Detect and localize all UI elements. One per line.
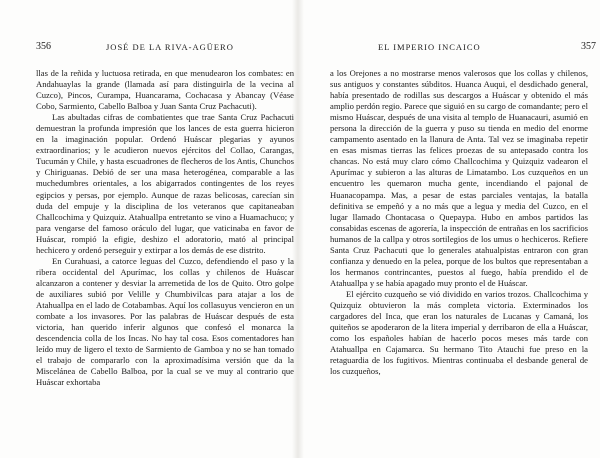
paragraph: El ejército cuzqueño se vió dividido en varios trozos. Challcochima y Quizquiz obtuvieron la más completa victoria. Exterminados los cargadores del Inca, que eran los naturales de Lucanas y Camaná, los quiteños se apoderaron de la litera imperial y derribaron de ella a Huáscar, como los españoles habían de hacerlo pocos meses más tarde con Atahuallpa en Cajamarca. Su hermano Tito Atauchi fue preso en la retaguardia de los fugitivos. Mientras continuaba el desbande general de los cuzqueños, — [330, 288, 588, 377]
paragraph: En Curahuasi, a catorce leguas del Cuzco, defendiendo el paso y la ribera occidental del Apurímac, los collas y chilenos de Huáscar alcanzaron a contener y desviar la arremetida de los de Quito. Otro golpe de auxiliares subió por Velille y Chumbivilcas para atajar a los de Atahuallpa en el lado de Cotabambas. Aquí los collasuyus vencieron en un combate a los invasores. Por las palabras de Huáscar después de esta victoria, han querido inferir algunos que confesó el monarca la descendencia colla de los Incas. No hay tal cosa. Esos comentadores han leído muy de ligero el texto de Sarmiento de Gamboa y no se han tomado el trabajo de compararlo con la aproximadísima versión que da la Miscelánea de Cabello Balboa, por la cual se ve muy al contrario que Huáscar exhortaba — [36, 255, 294, 388]
left-page — [36, 42, 294, 388]
paragraph: a los Orejones a no mostrarse menos valerosos que los collas y chilenos, sus antiguos y constantes súbditos. Huanca Auqui, el desdichado general, había presentado de rodillas sus descargos a Huáscar y obtenido el más amplio perdón regio. Parece que siguió en su cargo de comandante; pero el mismo Huáscar, después de una visita al templo de Huanacauri, asumió en persona la dirección de la guerra y puso su tienda en medio del enorme campamento asentado en la llanura de Anta. Tal vez se imaginaba repetir en esas mismas tierras las felices proezas de su antepasado contra los chancas. No está muy claro cómo Challcochima y Quizquiz vadearon el Apurímac y subieron a las alturas de Limatambo. Los cuzqueños en un encuentro les quemaron mucha gente, incendiando el pajonal de Huanacopampa. Mas, a pesar de estas parciales ventajas, la batalla definitiva se empeñó y a no más que a legua y media del Cuzco, en el lugar llamado Chontacasa o Quepaypa. Hubo en ambos partidos las consabidas escenas de agorería, la inspección de entrañas en los sacrificios humanos de la callpa y otros sortilegios de los umus o hechiceros. Refiere Santa Cruz Pachacuti que lo generales atahualpistas entraron con gran confianza y denuedo en la pelea, porque de los bultos que representaban a los hermanos contrincantes, puestos al fuego, había prendido el de Atahuallpa y se había apagado muy pronto el de Huáscar. — [330, 68, 588, 288]
paragraph: llas de la reñida y luctuosa retirada, en que menudearon los combates: en Andahuaylas la grande (llamada así para distinguirla de la vecina al Cuzco), Pincos, Curampa, Huancarama, Cochacasa y Abancay (Véase Cobo, Sarmiento, Cabello Balboa y Juan Santa Cruz Pachacuti). — [36, 68, 294, 112]
left-page-body — [36, 68, 294, 388]
right-running-head: EL IMPERIO INCAICO — [378, 42, 481, 52]
paragraph: Las abultadas cifras de combatientes que trae Santa Cruz Pachacuti demuestran la profunda impresión que los lances de esta guerra hicieron en la imaginación popular. Ordenó Huáscar plegarias y ayunos extraordinarios; y le acudieron nuevos ejércitos del Collao, Carangas, Tucumán y Chile, y hasta escuadrones de flecheros de los Antis, Chunchos y Chiriguanas. Debió de ser una masa heterogénea, comparable a las muchedumbres orientales, a los abigarrados contingentes de los reyes egipcios y persas, por ejemplo. Aunque de razas belicosas, carecían sin duda del empuje y la disciplina de los veteranos que capitaneaban Challcochima y Quizquiz. Atahuallpa entretanto se vino a Huamachuco; y para vengarse del famoso oráculo del lugar, que vaticinaba en favor de Huáscar, rompió la efigie, deshizo el adoratorio, mató al principal hechicero y ordenó perseguir y extirpar a los demás de ese distrito. — [36, 112, 294, 255]
right-page-body — [330, 68, 588, 377]
left-page-number: 356 — [36, 41, 51, 52]
left-page-header — [36, 42, 294, 56]
right-page — [330, 41, 596, 377]
right-page-header — [330, 41, 596, 56]
left-running-head: JOSÉ DE LA RIVA-AGÜERO — [106, 42, 234, 52]
right-page-number: 357 — [581, 41, 596, 52]
